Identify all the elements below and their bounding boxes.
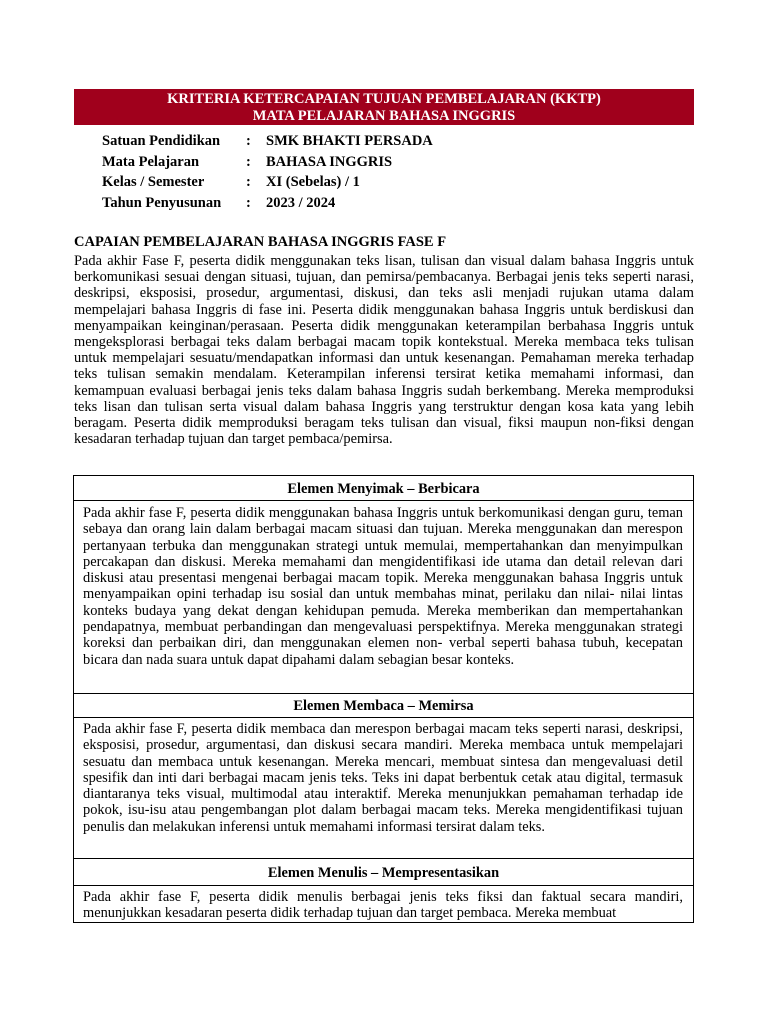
info-label: Kelas / Semester	[102, 174, 205, 190]
info-value: BAHASA INGGRIS	[266, 153, 393, 170]
info-colon: :	[246, 153, 251, 170]
element-heading-menulis: Elemen Menulis – Mempresentasikan	[267, 865, 500, 881]
info-label: Satuan Pendidikan	[102, 133, 221, 149]
info-row-satuan	[102, 131, 433, 152]
info-label: Tahun Penyusunan	[102, 194, 222, 211]
element-text-menyimak: Pada akhir fase F, peserta didik menggunakan bahasa Inggris untuk berkomunikasi dengan guru, teman sebaya dan orang lain dalam berbagai macam situasi dan tujuan. Mereka menggunakan dan merespon pertanyaan terbuka dan menggunakan strategi untuk memulai, mempertahankan dan menyimpulkan percakapan dan diskusi. Mereka memahami dan mengidentifikasi ide utama dan detail relevan dari diskusi atau presentasi mengenai berbagai macam topik. Mereka menggunakan bahasa Inggris untuk menyampaikan opini terhadap isu sosial dan untuk membahas minat, perilaku dan nilai- nilai lintas konteks budaya yang dekat dengan kehidupan pemuda. Mereka memberikan dan mempertahankan pendapatnya, membuat perbandingan dan mengevaluasi perspektifnya. Mereka menggunakan strategi koreksi dan perbaikan diri, dan menggunakan elemen non- verbal seperti bahasa tubuh, kecepatan bicara dan nada suara untuk dapat dipahami dalam sebagian besar konteks.	[83, 505, 683, 668]
info-label: Mata Pelajaran	[102, 153, 200, 170]
divider	[74, 858, 693, 859]
info-value: XI (Sebelas) / 1	[266, 174, 360, 190]
info-colon: :	[246, 194, 251, 211]
info-value: 2023 / 2024	[266, 194, 336, 211]
divider	[74, 500, 693, 501]
element-heading-menyimak: Elemen Menyimak – Berbicara	[287, 481, 480, 497]
capaian-heading: CAPAIAN PEMBELAJARAN BAHASA INGGRIS FASE F	[74, 234, 447, 250]
divider	[74, 693, 693, 694]
info-row-mapel	[102, 152, 433, 173]
info-colon: :	[246, 133, 251, 149]
divider	[74, 885, 693, 886]
element-heading-membaca: Elemen Membaca – Memirsa	[293, 698, 474, 714]
document-subtitle: MATA PELAJARAN BAHASA INGGRIS	[252, 108, 516, 124]
elements-table	[73, 475, 694, 923]
element-text-menulis: Pada akhir fase F, peserta didik menulis berbagai jenis teks fiksi dan faktual secara mandiri, menunjukkan kesadaran peserta didik terhadap tujuan dan target pembaca. Mereka membuat	[83, 889, 683, 922]
info-row-kelas	[102, 172, 433, 193]
divider	[74, 717, 693, 718]
title-banner	[74, 89, 694, 125]
info-row-tahun	[102, 193, 433, 214]
document-title: KRITERIA KETERCAPAIAN TUJUAN PEMBELAJARAN (KKTP)	[167, 91, 601, 107]
capaian-paragraph: Pada akhir Fase F, peserta didik menggunakan teks lisan, tulisan dan visual dalam bahasa Inggris untuk berkomunikasi sesuai dengan situasi, tujuan, dan pemirsa/pembacanya. Berbagai jenis teks seperti narasi, deskripsi, eksposisi, prosedur, argumentasi, diskusi, dan teks asli menjadi rujukan utama dalam mempelajari bahasa Inggris di fase ini. Peserta didik menggunakan bahasa Inggris untuk berdiskusi dan menyampaikan keinginan/perasaan. Peserta didik menggunakan keterampilan berbahasa Inggris untuk mengeksplorasi berbagai teks dalam berbagai macam topik kontekstual. Mereka membaca teks tulisan untuk mempelajari sesuatu/mendapatkan informasi dan untuk kesenangan. Pemahaman mereka terhadap teks tulisan semakin mendalam. Keterampilan inferensi tersirat ketika memahami informasi, dan kemampuan evaluasi berbagai jenis teks dalam bahasa Inggris sudah berkembang. Mereka memproduksi teks lisan dan tulisan serta visual dalam bahasa Inggris yang terstruktur dengan kosa kata yang lebih beragam. Peserta didik memproduksi beragam teks tulisan dan visual, fiksi maupun non-fiksi dengan kesadaran terhadap tujuan dan target pembaca/pemirsa.	[74, 253, 694, 448]
element-text-membaca: Pada akhir fase F, peserta didik membaca dan merespon berbagai macam teks seperti narasi, deskripsi, eksposisi, prosedur, argumentasi, dan diskusi secara mandiri. Mereka membaca untuk mempelajari sesuatu dan membaca untuk kesenangan. Mereka mencari, membuat sintesa dan mengevaluasi detil spesifik dan inti dari berbagai macam jenis teks. Teks ini dapat berbentuk cetak atau digital, termasuk diantaranya teks visual, multimodal atau interaktif. Mereka menunjukkan pemahaman terhadap ide pokok, isu-isu atau pengembangan plot dalam berbagai macam teks. Mereka mengidentifikasi tujuan penulis dan melakukan inferensi untuk memahami informasi tersirat dalam teks.	[83, 721, 683, 835]
info-colon: :	[246, 174, 251, 190]
info-table	[102, 131, 433, 213]
info-value: SMK BHAKTI PERSADA	[266, 133, 433, 149]
